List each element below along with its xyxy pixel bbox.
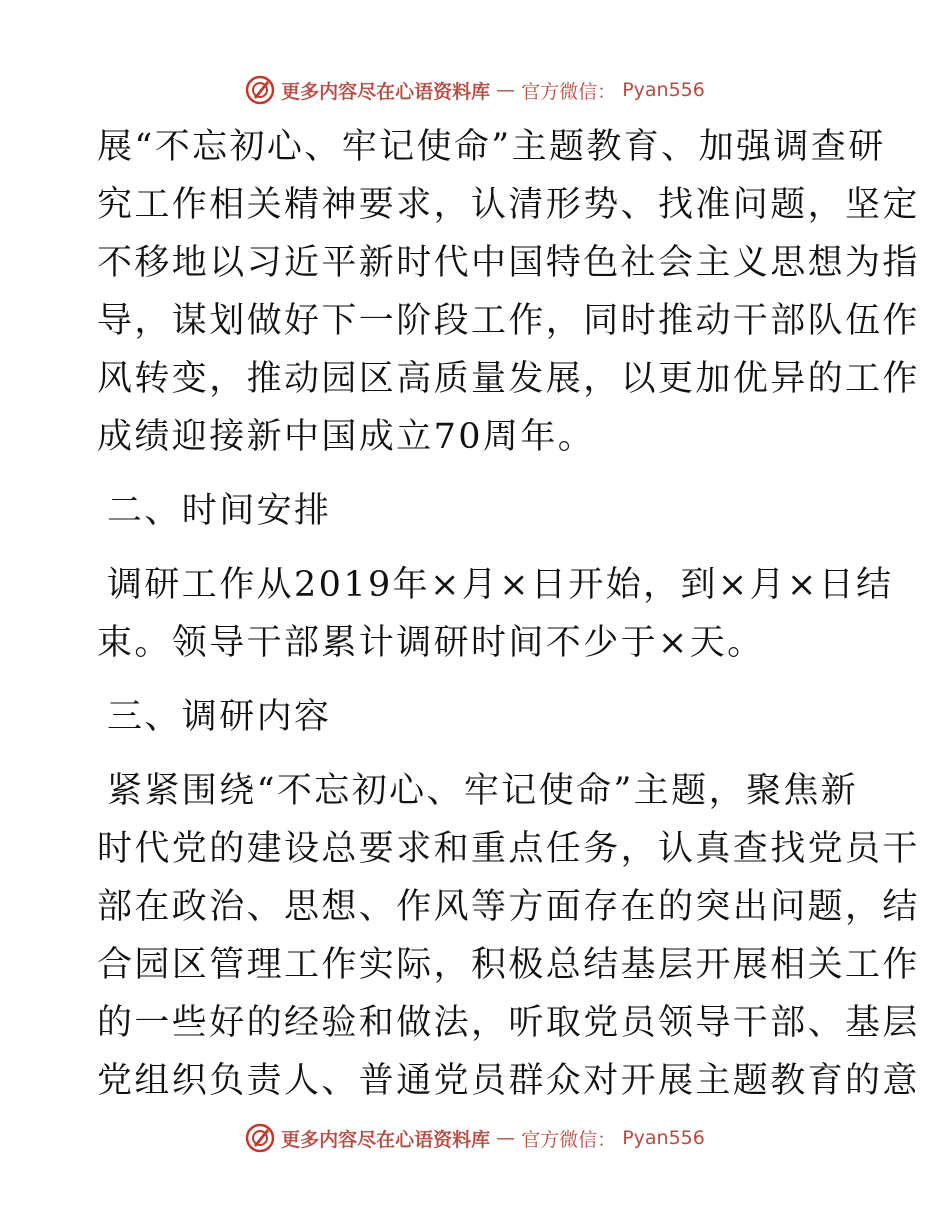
text-line: 究工作相关精神要求，认清形势、找准问题，坚定 [97, 185, 920, 225]
text-line: 党组织负责人、普通党员群众对开展主题教育的意 [97, 1061, 920, 1101]
header-watermark [0, 70, 950, 110]
text-line: 成绩迎接新中国成立70周年。 [97, 417, 596, 457]
watermark-brand: 更多内容尽在心语资料库 [281, 1128, 491, 1151]
watermark-account: Pyan556 [622, 1127, 705, 1149]
watermark-wechat-label: 官方微信： [521, 80, 617, 103]
text-line: 合园区管理工作实际，积极总结基层开展相关工作 [97, 945, 920, 985]
text-line: 不移地以习近平新时代中国特色社会主义思想为指 [97, 243, 920, 283]
text-line: 紧紧围绕“不忘初心、牢记使命”主题，聚焦新 [107, 771, 859, 811]
text-line: 展“不忘初心、牢记使命”主题教育、加强调查研 [97, 127, 886, 167]
text-line: 风转变，推动园区高质量发展，以更加优异的工作 [97, 359, 920, 399]
text-line: 的一些好的经验和做法，听取党员领导干部、基层 [97, 1003, 920, 1043]
section-heading-content: 三、调研内容 [107, 697, 332, 737]
paragraph-intro [97, 118, 920, 466]
text-line: 调研工作从2019年×月×日开始，到×月×日结 [107, 565, 894, 605]
brand-logo-icon [245, 1123, 275, 1153]
document-body [97, 118, 920, 1110]
footer-watermark [0, 1118, 950, 1158]
watermark-account: Pyan556 [622, 79, 705, 101]
watermark-brand: 更多内容尽在心语资料库 [281, 80, 491, 103]
text-line: 导，谋划做好下一阶段工作，同时推动干部队伍作 [97, 301, 920, 341]
paragraph-content [97, 762, 920, 1110]
paragraph-schedule [97, 556, 894, 672]
text-line: 时代党的建设总要求和重点任务，认真查找党员干 [97, 829, 920, 869]
text-line: 束。领导干部累计调研时间不少于×天。 [97, 623, 765, 663]
brand-logo-icon [245, 75, 275, 105]
watermark-wechat-label: 官方微信： [521, 1128, 617, 1151]
watermark-dash: — [496, 1127, 516, 1149]
section-heading-schedule: 二、时间安排 [107, 491, 332, 531]
watermark-dash: — [496, 79, 516, 101]
text-line: 部在政治、思想、作风等方面存在的突出问题，结 [97, 887, 920, 927]
